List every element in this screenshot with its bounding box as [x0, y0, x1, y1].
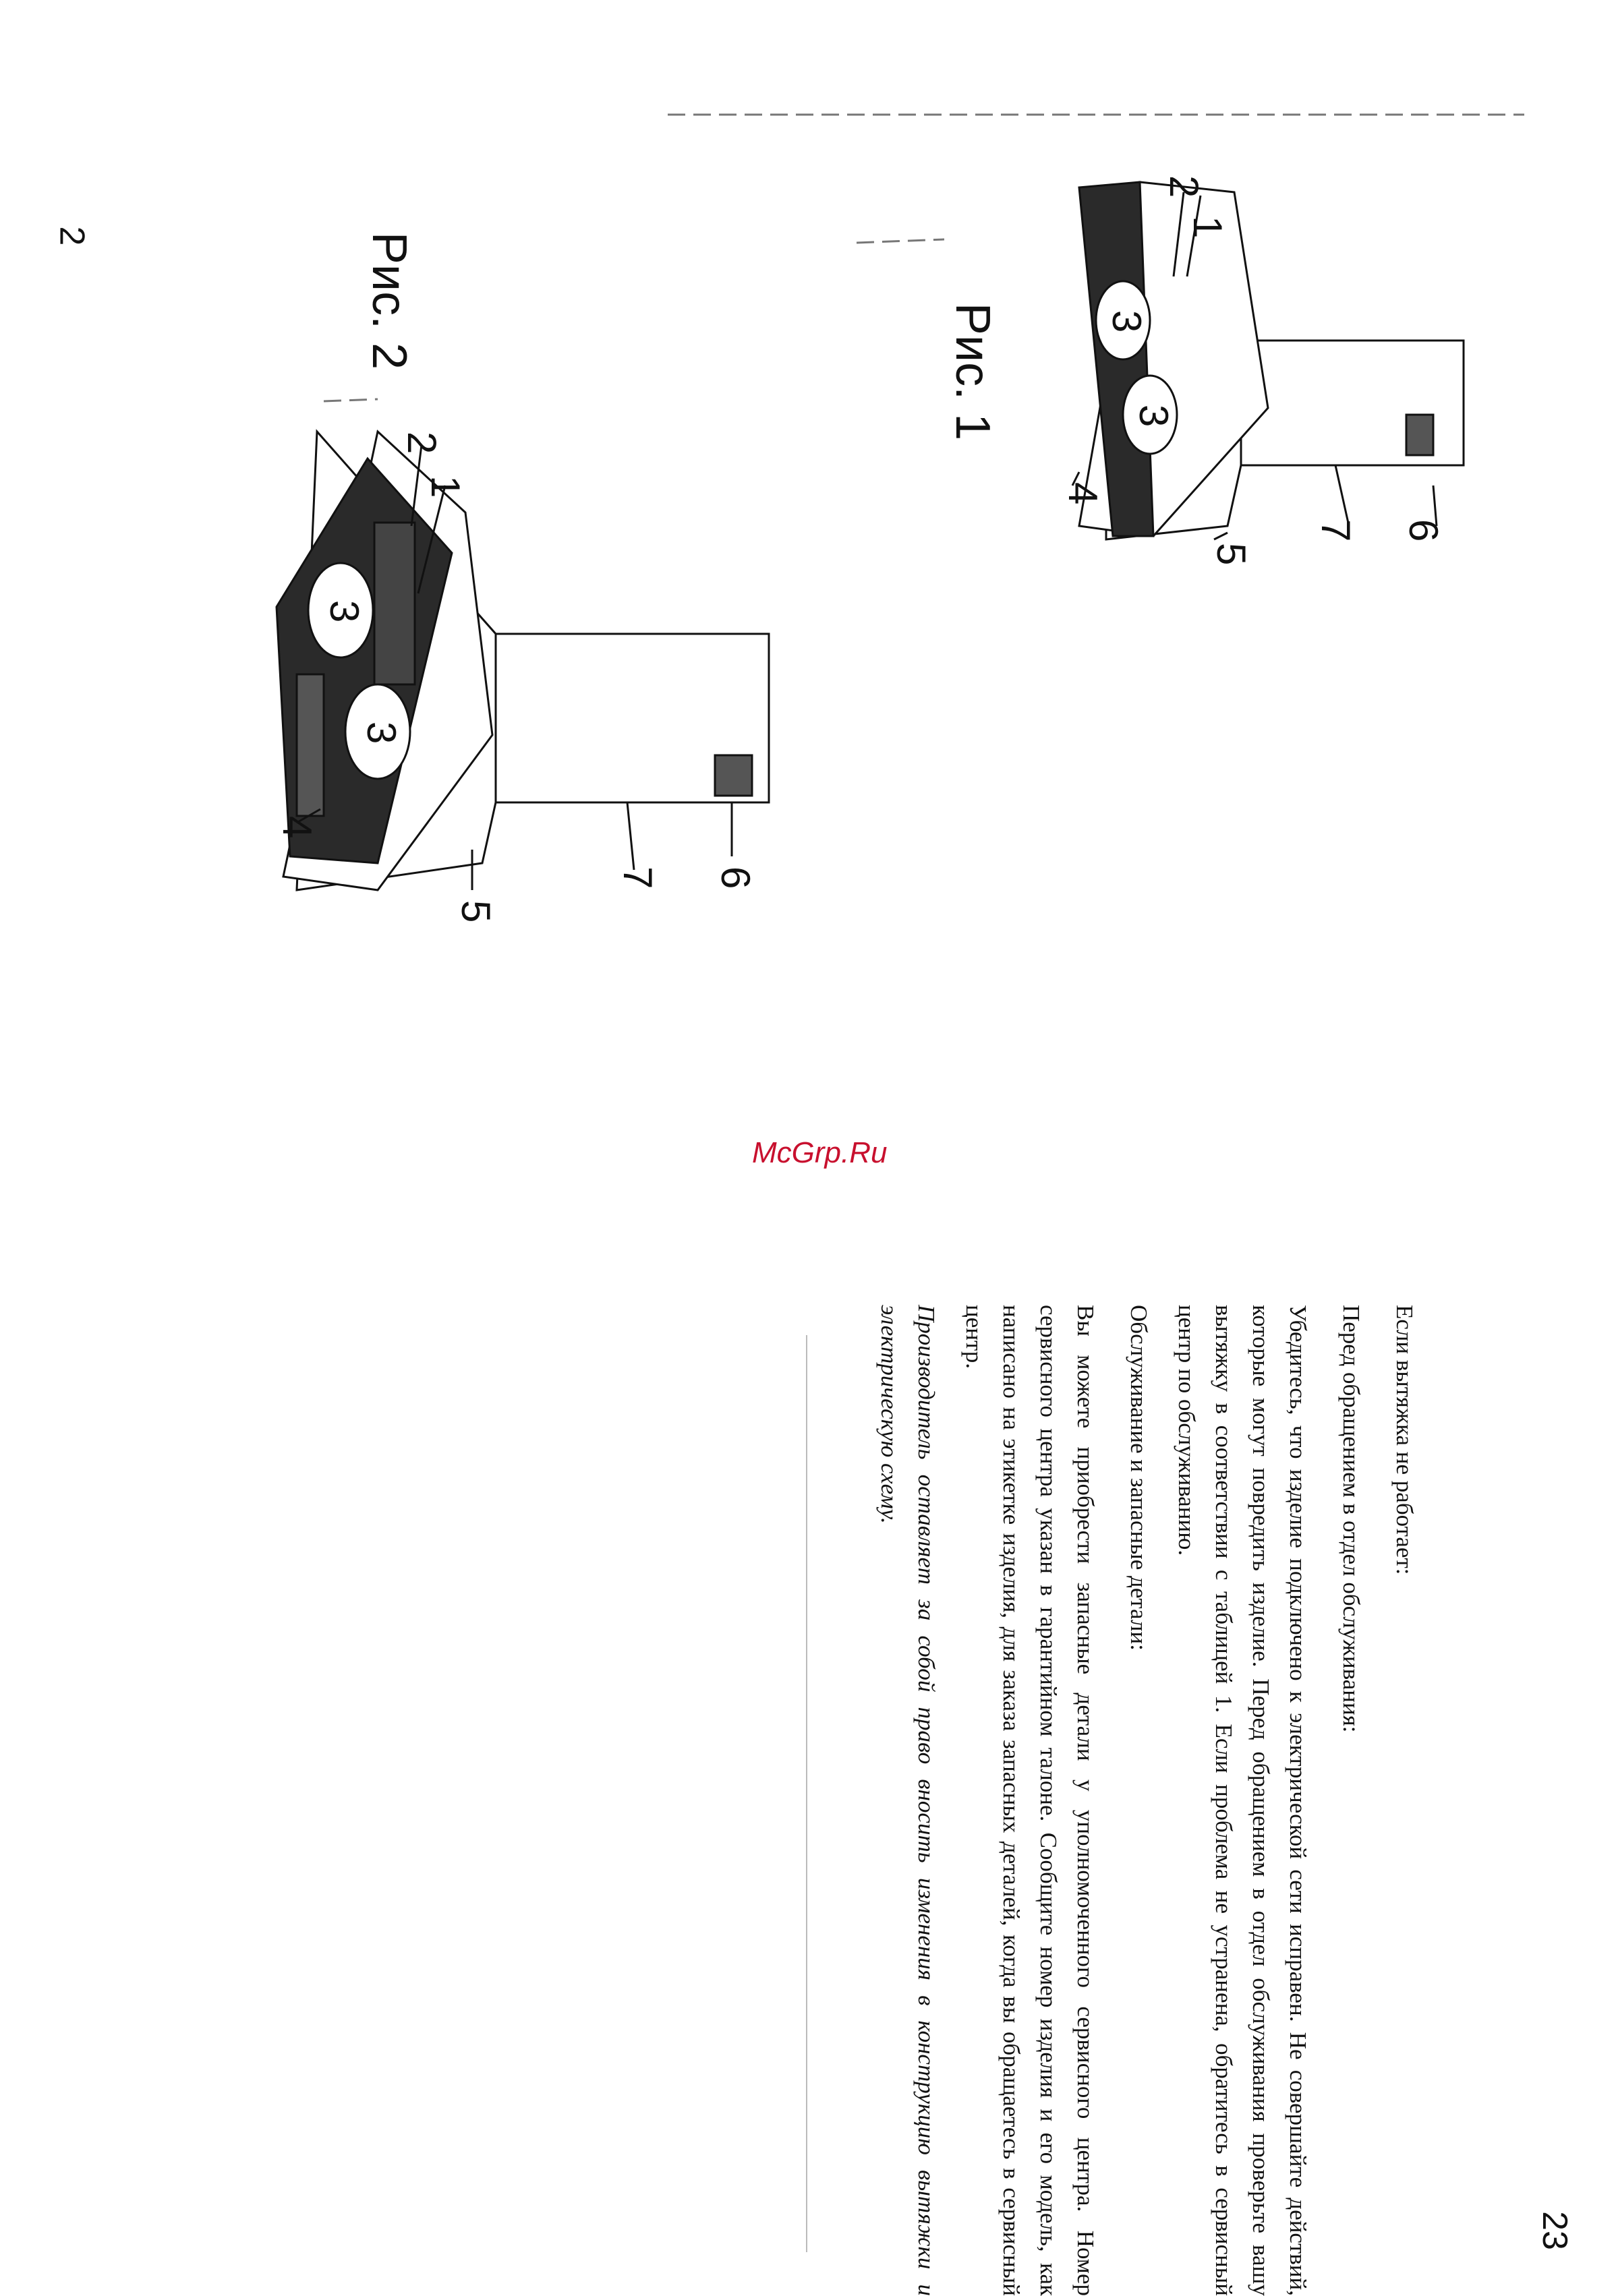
- fig2-callout-6: 6: [713, 866, 758, 889]
- fig1-callout-6: 6: [1401, 519, 1446, 542]
- section-heading: Если вытяжка не работает:: [1391, 1305, 1418, 1575]
- fig1-callout-2: 2: [1161, 175, 1207, 198]
- body-text: [860, 1305, 1423, 2296]
- fig2-front-strip: [297, 674, 324, 816]
- fig2-callout-3b: 3: [359, 722, 404, 744]
- fig1-callout-3b: 3: [1131, 405, 1176, 428]
- figure-1-label: Рис. 1: [946, 302, 1000, 441]
- fig1-callout-5: 5: [1209, 543, 1254, 566]
- section-subheading-service: Обслуживание и запасные детали:: [1126, 1305, 1152, 1651]
- fig2-callout-4: 4: [275, 816, 320, 839]
- fig1-callout-4: 4: [1060, 482, 1105, 505]
- page-number-right: 23: [1534, 2211, 1574, 2250]
- paragraph-parts: Вы можете приобрести запасные детали у уполномоченного сервисного центра. Номер сервисного центра указан в гарантийном талоне. Сообщите номер изделия и его модель, как написано на этикетке изделия, для заказа запасных деталей, когда вы обращаетесь в сервисный центр.: [961, 1305, 1099, 2296]
- fig2-callout-5: 5: [453, 900, 498, 923]
- fig2-callout-1: 1: [423, 475, 468, 498]
- fig2-buttons: [374, 523, 415, 684]
- fig2-callout-2: 2: [399, 432, 444, 454]
- fig2-vent-grille: [715, 755, 752, 796]
- fig1-callout-7: 7: [1313, 519, 1358, 542]
- manufacturer-note: Производитель оставляет за собой право вносить изменения в конструкцию вытяжки и электрическую схему.: [876, 1305, 940, 2296]
- fig1-vent-grille: [1406, 415, 1433, 455]
- fig2-callout-3a: 3: [322, 600, 367, 623]
- section-subheading: Перед обращением в отдел обслуживания:: [1338, 1305, 1364, 1733]
- paragraph-check: Убедитесь, что изделие подключено к электрической сети исправен. Не совершайте действий, которые могут повредить изделие. Перед обращением в отдел обслуживания проверьте вашу вытяжку в соответствии с таблицей 1. Если проблема не устранена, обратитесь в сервисный центр по обслуживанию.: [1174, 1305, 1311, 2296]
- figure-1-hood: [1072, 182, 1464, 542]
- figure-2-hood: [277, 432, 769, 890]
- fig2-callout-7: 7: [615, 866, 660, 889]
- watermark: McGrp.Ru: [752, 1136, 888, 1169]
- fig1-callout-3a: 3: [1104, 310, 1149, 333]
- fig1-callout-1: 1: [1185, 216, 1230, 239]
- page-number-left: 2: [52, 226, 92, 246]
- figure-2-label: Рис. 2: [362, 231, 417, 370]
